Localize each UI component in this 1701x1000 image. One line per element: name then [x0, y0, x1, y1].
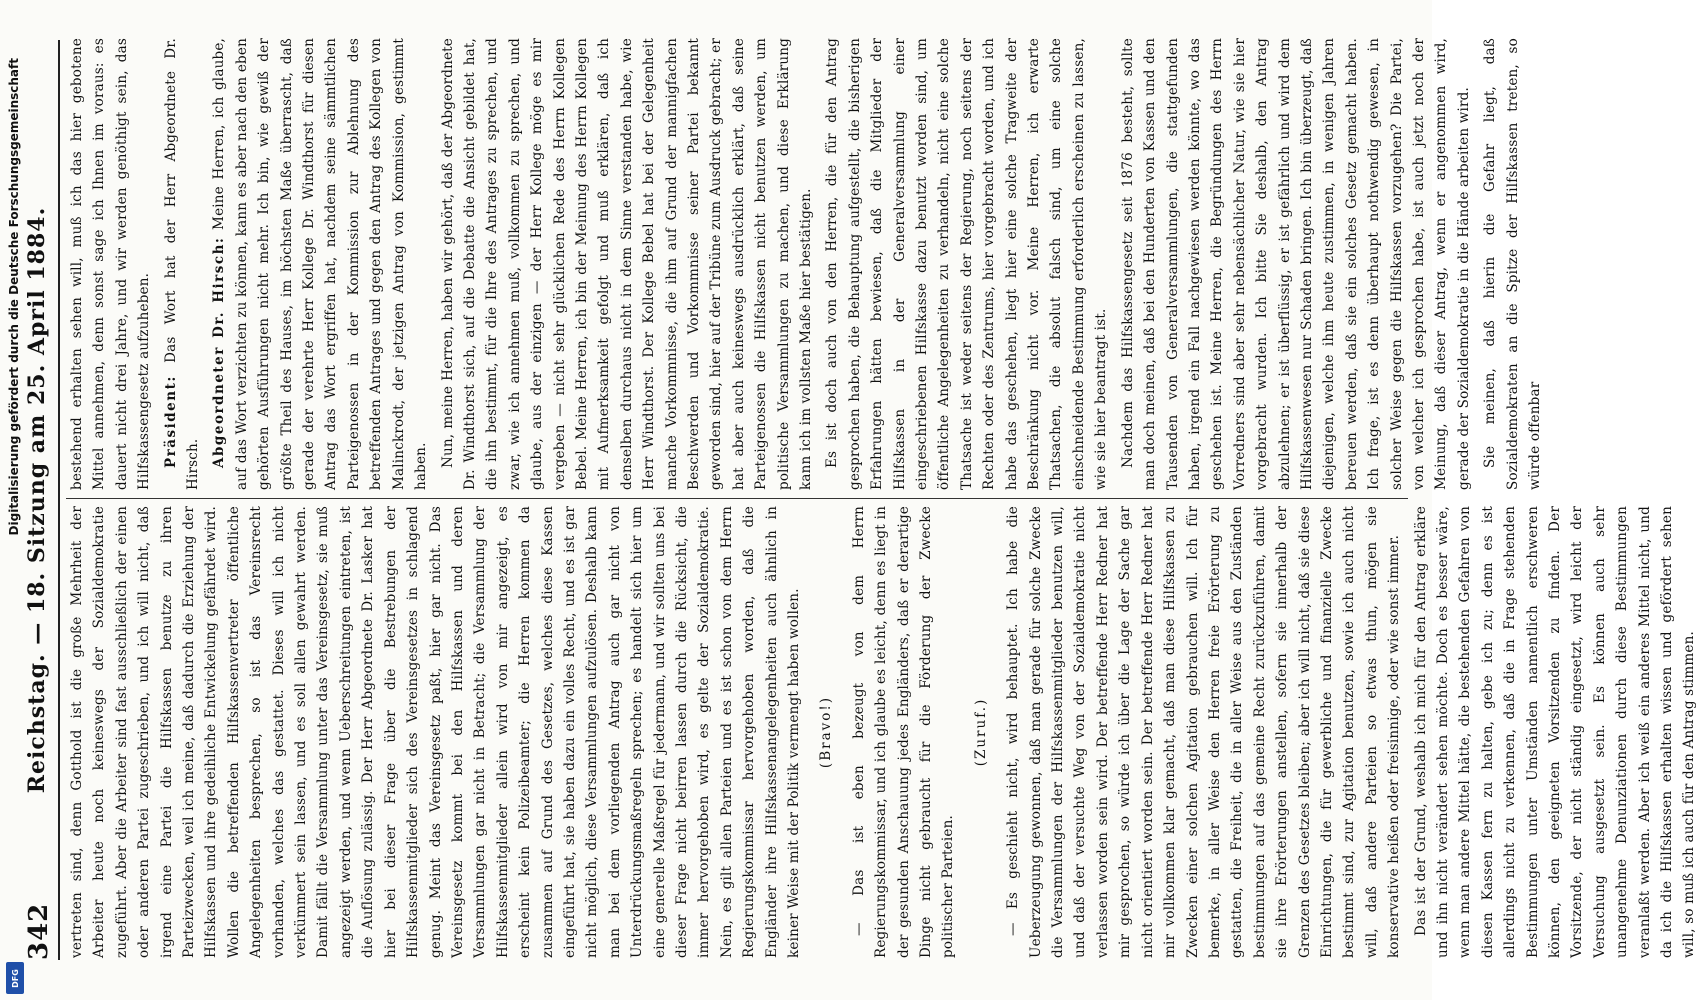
paragraph: Sie meinen, daß hierin die Gefahr liegt, daß Sozialdemokraten an die Spitze der Hilfskassen treten, so würde offenbar [1482, 38, 1543, 490]
left-text-column [66, 506, 1698, 958]
interjection: (Zuruf.) [972, 697, 989, 767]
speaker-name: Abgeordneter Dr. Hirsch: [211, 236, 228, 468]
speaker-paragraph [208, 38, 432, 490]
page-number: 342 [24, 902, 54, 960]
paragraph: Nun, meine Herren, haben wir gehört, daß der Abgeordnete Dr. Windthorst sich, auf die Debatte die Ansicht gebildet hat, die ihn bestimmt, für die Ihre des Antrages zu sprechen, und zwar, wie ich annehmen muß, vollkommen zu sprechen, und glaube, aus der einzigen — der Herr Kollege möge es mir vergeben — nicht sehr glücklichen Rede des Herrn Kollegen Bebel. Meine Herren, ich bin der Meinung des Herrn Kollegen mit Aufmerksamkeit gefolgt und muß erklären, daß ich denselben durchaus nicht in dem Sinne verstanden habe, wie Herr Windthorst. Der Kollege Bebel hat bei der Gelegenheit manche Vorkommnisse, die ihm auf Grund der mannigfachen Beschwerden und Vorkommnisse seiner Partei bekannt geworden sind, hier auf der Tribüne zum Ausdruck gebracht; er hat aber auch keineswegs ausdrücklich erklärt, daß seine Parteigenossen die Hilfskassen nicht benutzen werden, um politische Versammlungen zu machen, und diese Erklärung kann ich im vollsten Maße hier bestätigen. [439, 38, 814, 490]
right-text-column [66, 38, 1543, 490]
speaker-name: Präsident: [162, 375, 179, 468]
speaker-paragraph [160, 38, 205, 490]
paragraph: Nachdem das Hilfskassengesetz seit 1876 besteht, sollte man doch meinen, daß bei den Hunderten von Kassen und den Tausenden von Generalversammlungen, die stattgefunden haben, irgend ein Fall nachgewiesen werden könnte, wo das geschehen ist. Meine Herren, die Begründungen des Herrn Vorredners sind aber sehr nebensächlicher Natur, wie sie hier vorgebracht wurden. Ich bitte Sie deshalb, den Antrag abzulehnen; er ist überflüssig, er ist gefährlich und wird dem Hilfskassenwesen nur Schaden bringen. Ich bin überzeugt, daß diejenigen, welche ihm heute zustimmen, in wenigen Jahren bereuen werden, daß sie ein solches Gesetz gemacht haben. Ich frage, ist es denn überhaupt nothwendig gewesen, in solcher Weise gegen die Hilfskassen vorzugehen? Die Partei, von welcher ich gesprochen habe, ist auch jetzt noch der Meinung, daß dieser Antrag, wenn er angenommen wird, gerade der Sozialdemokratie in die Hände arbeiten wird. [1119, 38, 1472, 490]
paragraph: — Das ist eben bezeugt von dem Herrn Regierungskommissar, und ich glaube es leicht, denn es liegt in der gesunden Anschauung jedes Engländers, daß er derartige Dinge nicht gebraucht für die Förderung der Zwecke politischer Parteien. [850, 506, 957, 958]
column-divider [66, 498, 1408, 499]
running-title: Reichstag. — 18. Sitzung am 25. April 1884. [24, 206, 50, 794]
speaker-text: Das Wort hat der Herr Abgeordnete Dr. Hirsch. [162, 38, 202, 490]
digitization-credit: Digitalisierung gefördert durch die Deutsche Forschungsgemeinschaft [7, 58, 21, 536]
digitization-credit-strip [2, 0, 26, 1000]
paragraph: vertreten sind, denn Gotthold ist die große Mehrheit der Arbeiter heute noch keineswegs der Sozialdemokratie zugeführt. Aber die Arbeiter sind fast ausschließlich der einen oder anderen Partei zugeschrieben, und ich will nicht, daß irgend eine Partei die Hilfskassen benutze zu ihren Parteizwecken, weil ich meine, daß dadurch die Erziehung der Hilfskassen und ihre gedeihliche Entwickelung gefährdet wird. Wollen die betreffenden Hilfskassenvertreter öffentliche Angelegenheiten besprechen, so ist das Vereinsrecht vorhanden, welches das gestattet. Dieses will ich nicht verkümmert sein lassen, und es soll allen gewahrt werden. Damit fällt die Versammlung unter das Vereinsgesetz, sie muß angezeigt werden, und wenn Ueberschreitungen eintreten, ist die Auflösung zulässig. Der Herr Abgeordnete Dr. Lasker hat hier bei dieser Frage über die Bestrebungen der Hilfskassenmitglieder sich des Vereinsgesetzes in schlagend genug. Meint das Vereinsgesetz paßt, hier gar nicht. Das Vereinsgesetz kommt bei den Hilfskassen und deren Versammlungen gar nicht in Betracht; die Versammlung der Hilfskassenmitglieder allein wird von mir angezeigt, es erscheint kein Polizeibeamter; die Herren kommen da zusammen auf Grund des Gesetzes, welches diese Kassen eingeführt hat, sie haben dazu ein volles Recht, und es ist gar nicht möglich, diese Versammlungen aufzulösen. Deshalb kann man bei dem vorliegenden Antrag auch gar nicht von Unterdrückungsmaßregeln sprechen; es handelt sich hier um eine generelle Maßregel für jedermann, und wir sollten uns bei dieser Frage nicht beirren lassen durch die Rücksicht, die immer hervorgehoben wird, es gelte der Sozialdemokratie. Nein, es gilt allen Parteien und es ist schon von dem Herrn Regierungskommissar hervorgehoben worden, daß die Engländer ihre Hilfskassenangelegenheiten auch ähnlich in keiner Weise mit der Politik vermengt haben wollen. [69, 506, 802, 958]
paragraph: bestehend erhalten sehen will, muß ich das hier gebotene Mittel annehmen, denn sonst sage ich Ihnen im voraus: es dauert nicht drei Jahre, und wir werden genöthigt sein, das Hilfskassengesetz aufzuheben. [69, 38, 153, 490]
paragraph: Das ist der Grund, weshalb ich mich für den Antrag erkläre und ihn nicht verändert sehen möchte. Doch es besser wäre, wenn man andere Mittel hätte, die bestehenden Gefahren von diesen Kassen fern zu halten, gebe ich zu; denn es ist allerdings nicht zu verkennen, daß die in Frage stehenden Bestimmungen unter Umständen namentlich erschweren können, den geeigneten Vorsitzenden zu finden. Der Vorsitzende, der nicht ständig eingesetzt, wird leicht der Versuchung ausgesetzt sein. Es können auch sehr unangenehme Denunziationen durch diese Bestimmungen veranlaßt werden. Aber ich weiß ein anderes Mittel nicht, und da ich die Hilfskassen erhalten wissen und gefördert sehen will, so muß ich auch für den Antrag stimmen. [1412, 506, 1698, 958]
paragraph: — Es geschieht nicht, wird behauptet. Ich habe die Ueberzeugung gewonnen, daß man gerade für solche Zwecke die Versammlungen der Hilfskassenmitglieder benutzen will, und daß der versuchte Weg von der Sozialdemokratie nicht verlassen worden sein wird. Der betreffende Herr Redner hat mir gesprochen, so würde ich über die Lage der Sache gar nicht orientiert worden sein. Der betreffende Herr Redner hat mir vollkommen klar gemacht, daß man diese Hilfskassen zu Zwecken einer solchen Agitation gebrauchen will. Ich für bemerke, in aller Weise den Herren freie Erörterung zu gestatten, die Freiheit, die in aller Weise aus den Zuständen bestimmungen auf das gemeine Recht zurückzuführen, damit sie ihre Erörterungen anstellen, sofern sie innerhalb der Grenzen des Gesetzes bleiben; aber ich will nicht, daß sie diese Einrichtungen, die für gewerbliche und finanzielle Zwecke bestimmt sind, zur Agitation benutzen, sowie ich auch nicht will, daß andere Parteien so etwas thun, mögen sie konservative heißen oder freisinnige, oder wie sonst immer. [1005, 506, 1403, 958]
dfg-logo: DFG [6, 962, 24, 994]
interjection: (Bravo!) [818, 695, 835, 769]
paragraph: Es ist doch auch von den Herren, die für den Antrag gesprochen haben, die Behauptung aufgestellt, die bisherigen Erfahrungen hätten bewiesen, daß die Mitglieder der Hilfskassen in der Generalversammlung einer eingeschriebenen Hilfskasse dazu benutzt worden sind, um öffentliche Angelegenheiten zu verhandeln, nicht eine solche Thatsache ist weder seitens der Regierung, noch seitens der Rechten oder des Zentrums, hier vorgebracht worden, und ich habe das geschehen, liegt hier eine solche Tragweite der Beschränkung nicht vor. Meine Herren, ich erwarte Thatsachen, die absolut falsch sind, um eine solche einschneidende Bestimmung erforderlich erscheinen zu lassen, wie sie hier beantragt ist. [824, 38, 1110, 490]
speaker-text: Meine Herren, ich glaube, auf das Wort verzichten zu können, kann es aber nach den eben gehörten Ausführungen nicht mehr. Ich bin, wie gewiß der größte Theil des Hauses, im höchsten Maße überrascht, daß gerade der verehrte Herr Kollege Dr. Windthorst für diesen Antrag das Wort ergriffen hat, nachdem seine sämmtlichen Parteigenossen in der Kommission zur Ablehnung des betreffenden Antrages und gegen den Antrag des Kollegen von Malinckrodt, der jetzigen Antrag von Kommission, gestimmt haben. [211, 38, 430, 490]
